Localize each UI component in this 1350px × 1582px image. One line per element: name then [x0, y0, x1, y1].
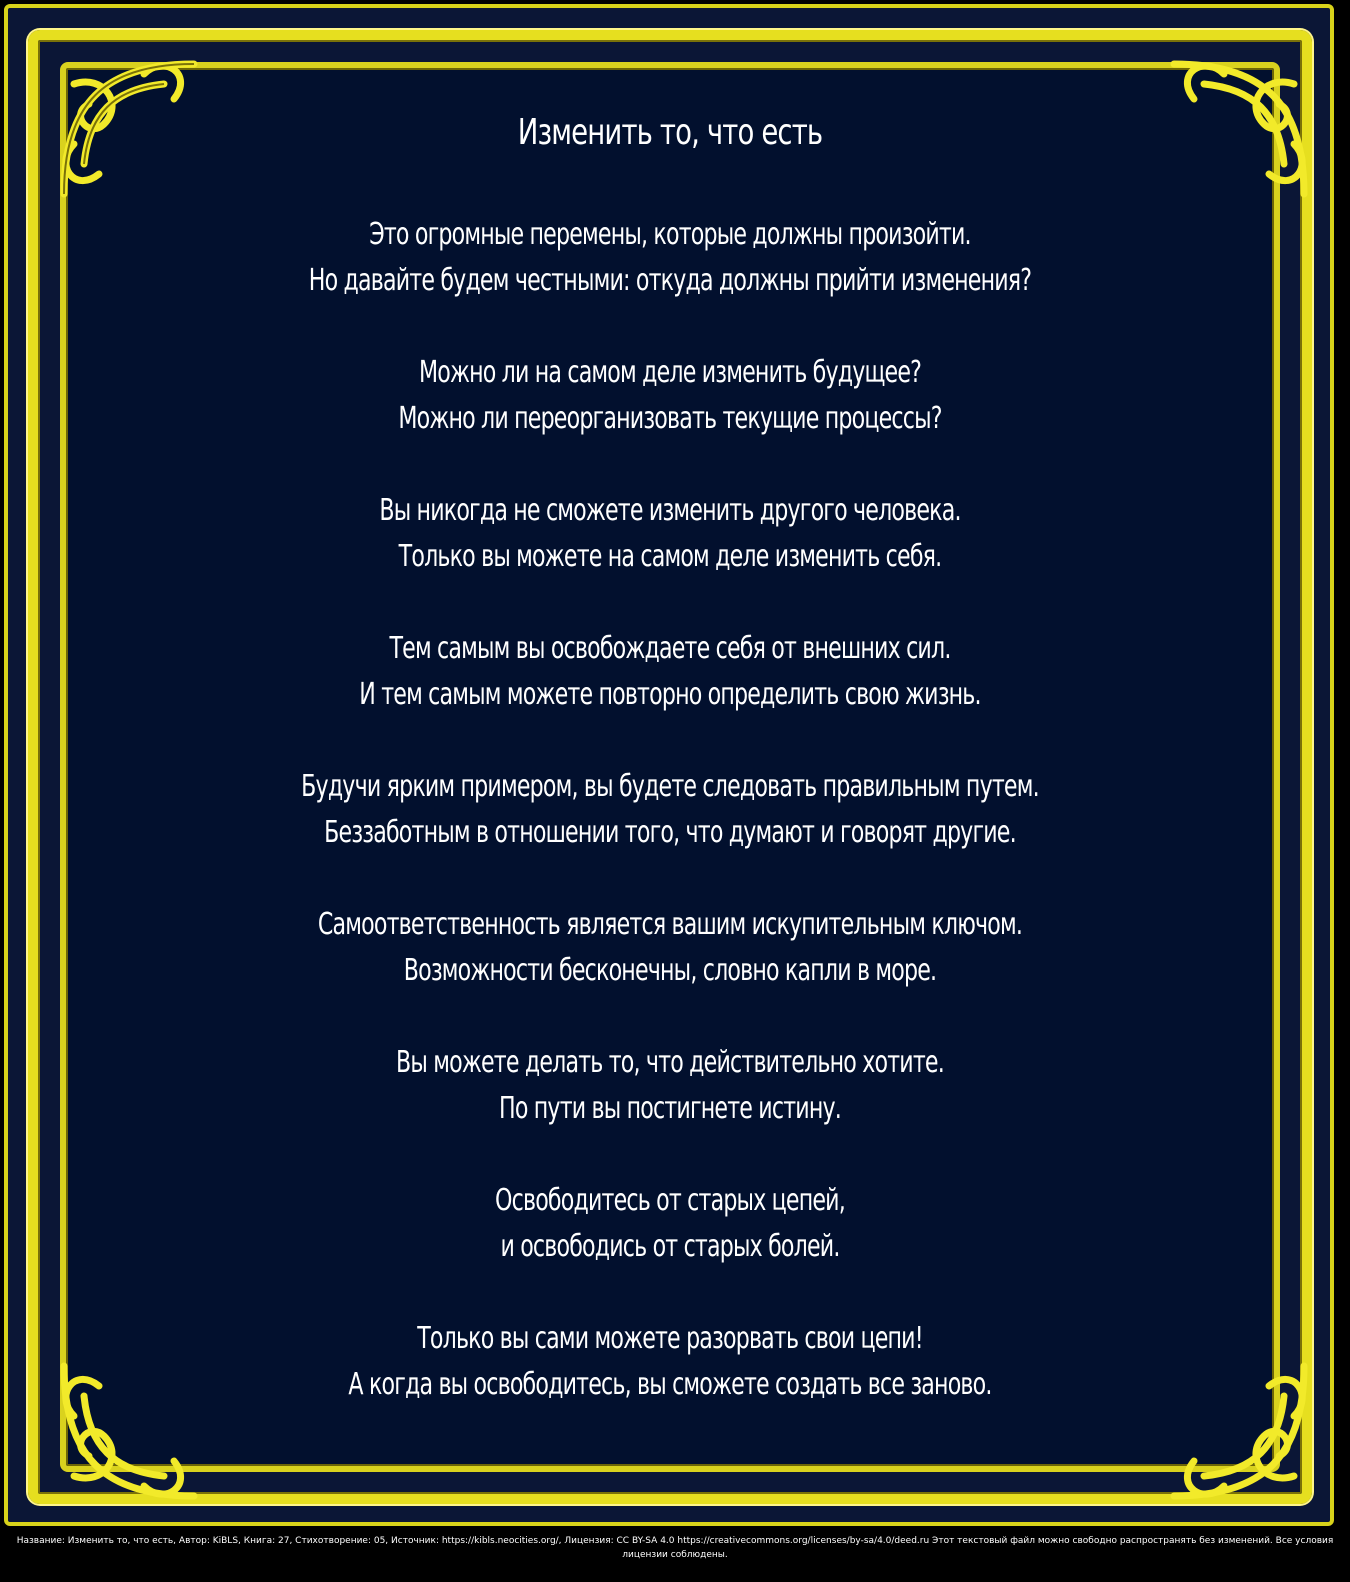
stanza	[120, 1040, 1220, 1132]
poem-line: и освободись от старых болей.	[500, 1229, 840, 1264]
poem-line: Вы можете делать то, что действительно хотите.	[396, 1045, 944, 1080]
poem-title: Изменить то, что есть	[517, 112, 823, 153]
stanza	[120, 350, 1220, 442]
poem-line: Тем самым вы освобождаете себя от внешних сил.	[389, 631, 951, 666]
poem-line: Только вы можете на самом деле изменить себя.	[398, 539, 942, 574]
stanza	[120, 1178, 1220, 1270]
stanza	[120, 764, 1220, 856]
poem-line: Освободитесь от старых цепей,	[495, 1183, 845, 1218]
stanza	[120, 902, 1220, 994]
poem-line: А когда вы освободитесь, вы сможете создать все заново.	[348, 1367, 992, 1402]
license-footer: Название: Изменить то, что есть, Автор: KiBLS, Книга: 27, Стихотворение: 05, Источник: https://kibls.neocities.org/, Лицензия: CC BY-SA 4.0 https://creativecommons.org/licenses/by-sa/4.0/deed.ru Этот текстовый файл можно свободно распространять без изменений. Все условия лицензии соблюдены.	[16, 1536, 1334, 1560]
poem	[120, 104, 1220, 1454]
poem-line: Только вы сами можете разорвать свои цепи!	[417, 1321, 923, 1356]
stanza	[120, 212, 1220, 304]
poem-line: Будучи ярким примером, вы будете следовать правильным путем.	[301, 769, 1039, 804]
poem-line: Возможности бесконечны, словно капли в море.	[403, 953, 937, 988]
poem-line: Самоответственность является вашим искупительным ключом.	[317, 907, 1023, 942]
stanza	[120, 1316, 1220, 1408]
stanza	[120, 626, 1220, 718]
poem-line: Это огромные перемены, которые должны произойти.	[369, 217, 971, 252]
poem-line: Вы никогда не сможете изменить другого человека.	[379, 493, 961, 528]
poem-line: Беззаботным в отношении того, что думают и говорят другие.	[324, 815, 1016, 850]
poem-line: Но давайте будем честными: откуда должны прийти изменения?	[308, 263, 1032, 298]
poem-line: По пути вы постигнете истину.	[499, 1091, 841, 1126]
poem-line: И тем самым можете повторно определить свою жизнь.	[359, 677, 981, 712]
poem-line: Можно ли на самом деле изменить будущее?	[418, 355, 922, 390]
stanza	[120, 488, 1220, 580]
poem-line: Можно ли переорганизовать текущие процессы?	[398, 401, 942, 436]
